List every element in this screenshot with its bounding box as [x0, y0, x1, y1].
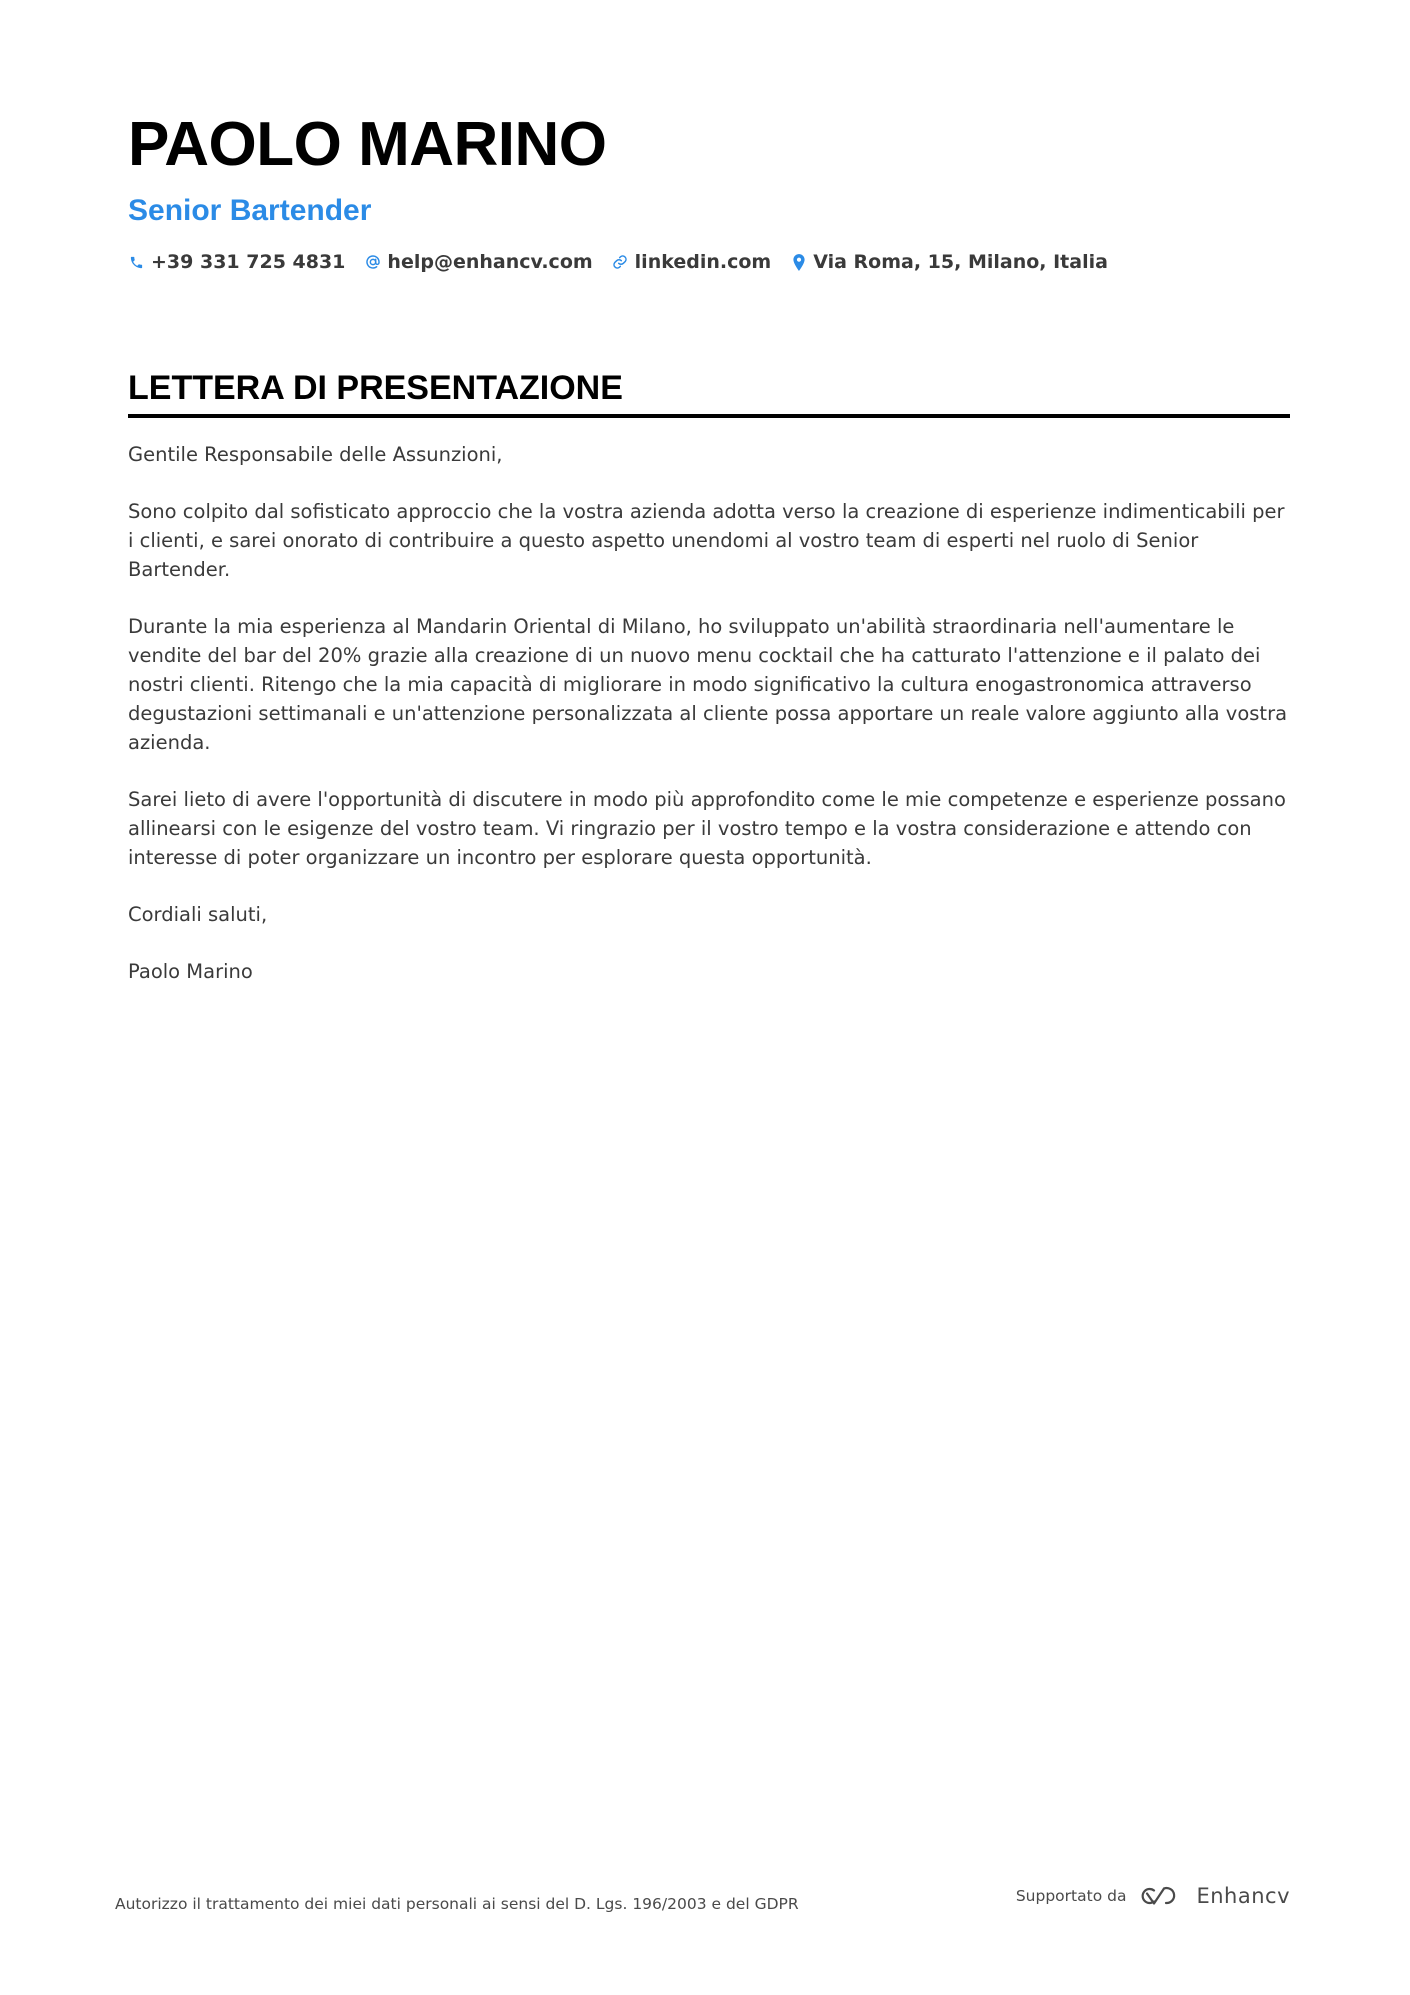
candidate-name: PAOLO MARINO	[128, 110, 607, 179]
phone-value: +39 331 725 4831	[151, 251, 346, 273]
brand-name: Enhancv	[1196, 1884, 1290, 1908]
letter-body	[128, 440, 1290, 986]
location-pin-icon	[790, 254, 807, 271]
letter-paragraph: Sono colpito dal sofisticato approccio che la vostra azienda adotta verso la creazione di esperienze indimenticabili per i clienti, e sarei onorato di contribuire a questo aspetto unendomi al vostro team di esperti nel ruolo di Senior Bartender.	[128, 500, 1285, 581]
email-value: help@enhancv.com	[387, 251, 593, 273]
contact-email[interactable]	[364, 251, 592, 273]
section-title: LETTERA DI PRESENTAZIONE	[128, 369, 623, 407]
privacy-consent-note: Autorizzo il trattamento dei miei dati personali ai sensi del D. Lgs. 196/2003 e del GDPR	[115, 1895, 799, 1913]
contact-linkedin[interactable]	[612, 251, 772, 273]
letter-greeting: Gentile Responsabile delle Assunzioni,	[128, 443, 503, 466]
contact-phone[interactable]	[128, 251, 345, 273]
section-divider	[128, 414, 1290, 418]
address-value: Via Roma, 15, Milano, Italia	[813, 251, 1108, 273]
letter-paragraph: Durante la mia esperienza al Mandarin Oriental di Milano, ho sviluppato un'abilità straordinaria nell'aumentare le vendite del bar del 20% grazie alla creazione di un nuovo menu cocktail che ha catturato l'attenzione e il palato dei nostri clienti. Ritengo che la mia capacità di migliorare in modo significativo la cultura enogastronomica attraverso degustazioni settimanali e un'attenzione personalizzata al cliente possa apportare un reale valore aggiunto alla vostra azienda.	[128, 615, 1288, 754]
contact-info	[128, 251, 1288, 273]
letter-signature: Paolo Marino	[128, 960, 253, 983]
phone-icon	[128, 254, 145, 271]
linkedin-value: linkedin.com	[634, 251, 772, 273]
supported-by-label: Supportato da	[1015, 1887, 1127, 1905]
job-title: Senior Bartender	[128, 194, 372, 227]
at-icon	[364, 254, 381, 271]
letter-closing: Cordiali saluti,	[128, 903, 268, 926]
link-icon	[612, 254, 629, 271]
enhancv-logo-icon	[1138, 1884, 1184, 1908]
powered-by[interactable]	[1016, 1884, 1290, 1908]
resume-header	[128, 105, 1288, 273]
letter-paragraph: Sarei lieto di avere l'opportunità di discutere in modo più approfondito come le mie competenze e esperienze possano allinearsi con le esigenze del vostro team. Vi ringrazio per il vostro tempo e la vostra considerazione e attendo con interesse di poter organizzare un incontro per esplorare questa opportunità.	[128, 788, 1286, 869]
contact-address	[790, 251, 1108, 273]
cover-letter-section	[128, 366, 1290, 1014]
